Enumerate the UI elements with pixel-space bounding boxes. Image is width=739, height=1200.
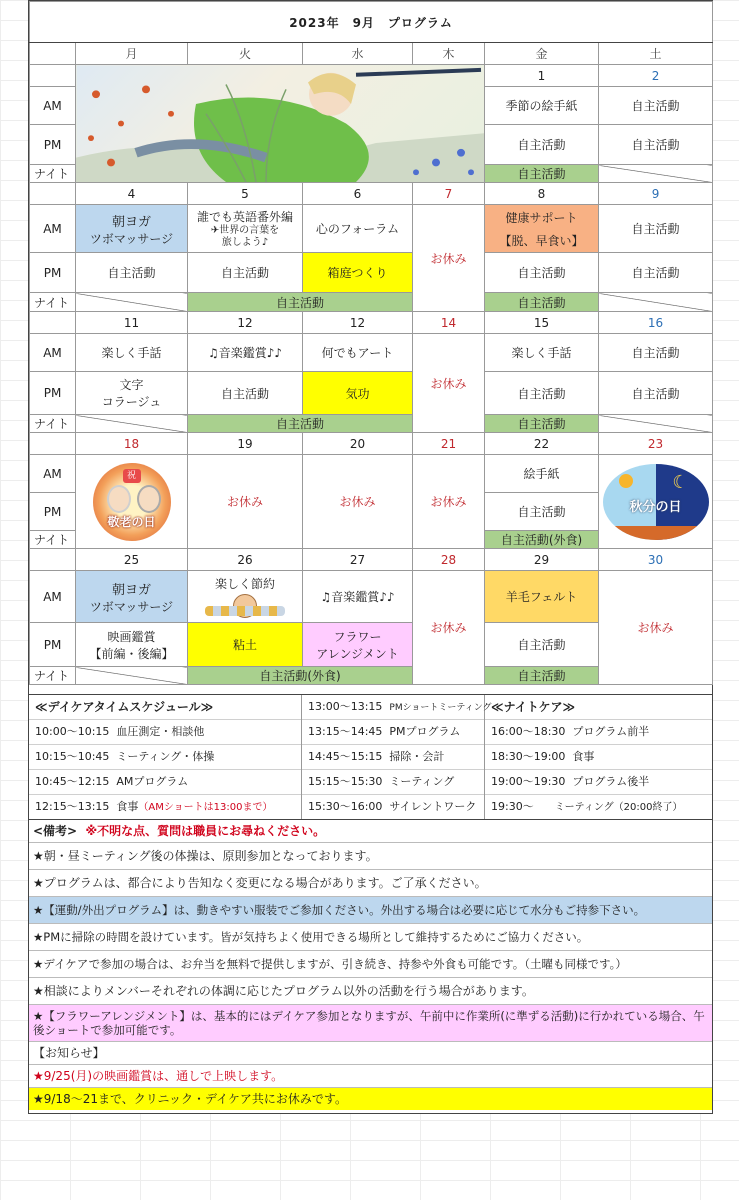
program-cell: 自主活動: [485, 125, 599, 165]
night-cell: 自主活動: [485, 667, 599, 685]
night-cell-empty: [599, 415, 713, 433]
night-label: ナイト: [30, 165, 76, 183]
note-item: ★朝・昼ミーティング後の体操は、原則参加となっております。: [29, 843, 712, 870]
night-label: ナイト: [30, 667, 76, 685]
date-cell: 7: [413, 183, 485, 205]
weekday-fri: 金: [485, 43, 599, 65]
holiday-cell: お休み: [599, 571, 713, 685]
am-label: AM: [30, 334, 76, 372]
sun-icon: [619, 474, 633, 488]
date-cell: 12: [188, 312, 303, 334]
saving-illustration: [205, 594, 285, 618]
night-cell: 自主活動: [485, 415, 599, 433]
program-cell: 絵手紙: [485, 455, 599, 493]
info-header: 【お知らせ】: [29, 1042, 712, 1065]
schedule-row: 15:15～15:30 ミーティング: [302, 770, 484, 795]
program-cell: 季節の絵手紙: [485, 87, 599, 125]
date-cell: 28: [413, 549, 485, 571]
night-cell: 自主活動(外食): [188, 667, 413, 685]
notes-section: [29, 819, 712, 1110]
program-cell: 健康サポート 【脱、早食い】: [485, 205, 599, 253]
schedule-row: 19:30～ ミーティング（20:00終了）: [491, 800, 683, 813]
autumn-art: [76, 65, 484, 182]
grandmother-icon: [137, 485, 161, 513]
pm-label: PM: [30, 125, 76, 165]
schedule-row: 10:15～10:45 ミーティング・体操: [29, 745, 301, 770]
weekday-mon: 月: [76, 43, 188, 65]
program-cell: 自主活動: [599, 334, 713, 372]
night-label: ナイト: [30, 415, 76, 433]
date-cell: 23: [599, 433, 713, 455]
holiday-cell: お休み: [413, 455, 485, 549]
program-cell: 朝ヨガ ツボマッサージ: [76, 571, 188, 623]
schedule-row: 13:15～14:45 PMプログラム: [302, 720, 484, 745]
program-cell: 粘土: [188, 623, 303, 667]
date-cell: 1: [485, 65, 599, 87]
celebration-badge: 祝: [123, 469, 141, 483]
holiday-cell: お休み: [188, 455, 303, 549]
night-label: ナイト: [30, 531, 76, 549]
leaves-decoration: [603, 526, 709, 540]
date-cell: 16: [599, 312, 713, 334]
schedule-row: 10:00～10:15 血圧測定・相談他: [29, 720, 301, 745]
schedule-row: 19:00～19:30 プログラム後半: [485, 770, 712, 795]
program-cell: ♫音楽鑑賞♪♪: [303, 571, 413, 623]
schedule-row: 13:00～13:15 PMショートミーティング: [302, 695, 484, 720]
program-cell: 心のフォーラム: [303, 205, 413, 253]
date-cell: 21: [413, 433, 485, 455]
date-cell: 12: [303, 312, 413, 334]
night-cell-empty: [599, 165, 713, 183]
note-item: ★デイケアで参加の場合は、お弁当を無料で提供しますが、引き続き、持参や外食も可能です。（土曜も同様です。）: [29, 951, 712, 978]
schedule-row: 16:00～18:30 プログラム前半: [485, 720, 712, 745]
program-cell: 何でもアート: [303, 334, 413, 372]
autumn-equinox-cell: [599, 455, 713, 549]
grandfather-icon: [107, 485, 131, 513]
weekday-tue: 火: [188, 43, 303, 65]
weekday-wed: 水: [303, 43, 413, 65]
night-cell: 自主活動: [188, 415, 413, 433]
holiday-cell: お休み: [413, 205, 485, 312]
daycare-schedule: [29, 695, 302, 819]
night-care-schedule: [485, 695, 712, 819]
program-cell: 文字 コラージュ: [76, 372, 188, 415]
am-label: AM: [30, 205, 76, 253]
date-cell: 26: [188, 549, 303, 571]
night-cell: 自主活動: [485, 165, 599, 183]
holiday-label: 敬老の日: [107, 514, 156, 529]
daycare-schedule-title: ≪デイケアタイムスケジュール≫: [29, 695, 301, 720]
schedule-row: 15:30～16:00 サイレントワーク: [308, 800, 477, 813]
wreath-icon: [93, 463, 171, 541]
date-cell: 22: [485, 433, 599, 455]
night-cell: 自主活動: [188, 293, 413, 312]
date-cell: 27: [303, 549, 413, 571]
program-cell: 自主活動: [599, 87, 713, 125]
date-cell: 29: [485, 549, 599, 571]
program-cell: 楽しく節約: [188, 571, 303, 623]
program-cell: 自主活動: [599, 372, 713, 415]
program-cell: 楽しく手話: [485, 334, 599, 372]
note-item-highlight: ★【運動/外出プログラム】は、動きやすい服装でご参加ください。外出する場合は必要に応じて水分もご持参下さい。: [29, 897, 712, 924]
pm-schedule: [302, 695, 492, 819]
night-cell-empty: [76, 415, 188, 433]
program-cell: 自主活動: [188, 253, 303, 293]
holiday-label: 秋分の日: [629, 499, 682, 515]
program-cell: 箱庭つくり: [303, 253, 413, 293]
am-label: AM: [30, 455, 76, 493]
date-cell: 11: [76, 312, 188, 334]
weekday-sat: 土: [599, 43, 713, 65]
weekday-thu: 木: [413, 43, 485, 65]
pm-label: PM: [30, 372, 76, 415]
date-cell: 8: [485, 183, 599, 205]
date-cell: 14: [413, 312, 485, 334]
program-cell: 自主活動: [76, 253, 188, 293]
program-cell: 自主活動: [485, 253, 599, 293]
program-cell: 自主活動: [485, 493, 599, 531]
am-label: AM: [30, 87, 76, 125]
date-cell: 18: [76, 433, 188, 455]
date-cell: 2: [599, 65, 713, 87]
holiday-cell: お休み: [303, 455, 413, 549]
pm-label: PM: [30, 493, 76, 531]
date-cell: 6: [303, 183, 413, 205]
program-cell: 朝ヨガ ツボマッサージ: [76, 205, 188, 253]
autumn-illustration: [76, 65, 485, 183]
night-cell: 自主活動(外食): [485, 531, 599, 549]
night-cell: 自主活動: [485, 293, 599, 312]
night-label: ナイト: [30, 293, 76, 312]
schedule-row: 14:45～15:15 掃除・会計: [302, 745, 484, 770]
coins-icon: [205, 606, 285, 616]
date-cell: 25: [76, 549, 188, 571]
program-cell: 自主活動: [599, 253, 713, 293]
info-item: ★9/25(月)の映画鑑賞は、通しで上映します。: [29, 1065, 712, 1088]
program-cell: 映画鑑賞 【前編・後編】: [76, 623, 188, 667]
pm-label: PM: [30, 623, 76, 667]
schedule-row: 12:15～13:15 食事（AMショートは13:00まで）: [35, 800, 273, 813]
info-item-highlight: ★9/18～21まで、クリニック・デイケア共にお休みです。: [29, 1088, 712, 1110]
program-cell: 羊毛フェルト: [485, 571, 599, 623]
respect-aged-day-cell: [76, 455, 188, 549]
program-sheet: [28, 0, 713, 1114]
holiday-cell: お休み: [413, 571, 485, 685]
schedule-row: 10:45～12:15 AMプログラム: [29, 770, 301, 795]
date-cell: 4: [76, 183, 188, 205]
date-cell: 9: [599, 183, 713, 205]
night-cell-empty: [599, 293, 713, 312]
note-item-highlight: ★【フラワーアレンジメント】は、基本的にはデイケア参加となりますが、午前中に作業所(に準ずる活動)に行かれている場合、午後ショートで参加可能です。: [29, 1005, 712, 1042]
program-cell: 自主活動: [485, 623, 599, 667]
autumn-equinox-icon: [603, 464, 709, 540]
weekday-header-row: [30, 43, 713, 65]
program-cell: 自主活動: [599, 205, 713, 253]
program-cell: 気功: [303, 372, 413, 415]
program-cell: 自主活動: [188, 372, 303, 415]
night-care-title: ≪ナイトケア≫: [485, 695, 712, 720]
night-cell-empty: [76, 667, 188, 685]
program-cell: 自主活動: [599, 125, 713, 165]
moon-icon: ☾: [672, 471, 689, 493]
date-cell: 30: [599, 549, 713, 571]
program-cell: 自主活動: [485, 372, 599, 415]
note-item: ★相談によりメンバーそれぞれの体調に応じたプログラム以外の活動を行う場合があります。: [29, 978, 712, 1005]
date-cell: 5: [188, 183, 303, 205]
program-cell: フラワー アレンジメント: [303, 623, 413, 667]
night-cell-empty: [76, 293, 188, 312]
schedule-row: 18:30～19:00 食事: [485, 745, 712, 770]
calendar-table: [29, 1, 713, 685]
program-cell: 誰でも英語番外編 ✈世界の言葉を 旅しよう♪: [188, 205, 303, 253]
am-label: AM: [30, 571, 76, 623]
note-item: ★プログラムは、都合により告知なく変更になる場合があります。ご了承ください。: [29, 870, 712, 897]
note-item: ★PMに掃除の時間を設けています。皆が気持ちよく使用できる場所として維持するためにご協力ください。: [29, 924, 712, 951]
date-cell: 20: [303, 433, 413, 455]
date-cell: 15: [485, 312, 599, 334]
page-title: 2023年 9月 プログラム: [30, 2, 713, 43]
time-schedule: [29, 694, 712, 819]
holiday-cell: お休み: [413, 334, 485, 433]
program-cell: ♫音楽鑑賞♪♪: [188, 334, 303, 372]
notes-header: <備考> ※不明な点、質問は職員にお尋ねください。: [29, 819, 712, 843]
program-cell: 楽しく手話: [76, 334, 188, 372]
pm-label: PM: [30, 253, 76, 293]
date-cell: 19: [188, 433, 303, 455]
